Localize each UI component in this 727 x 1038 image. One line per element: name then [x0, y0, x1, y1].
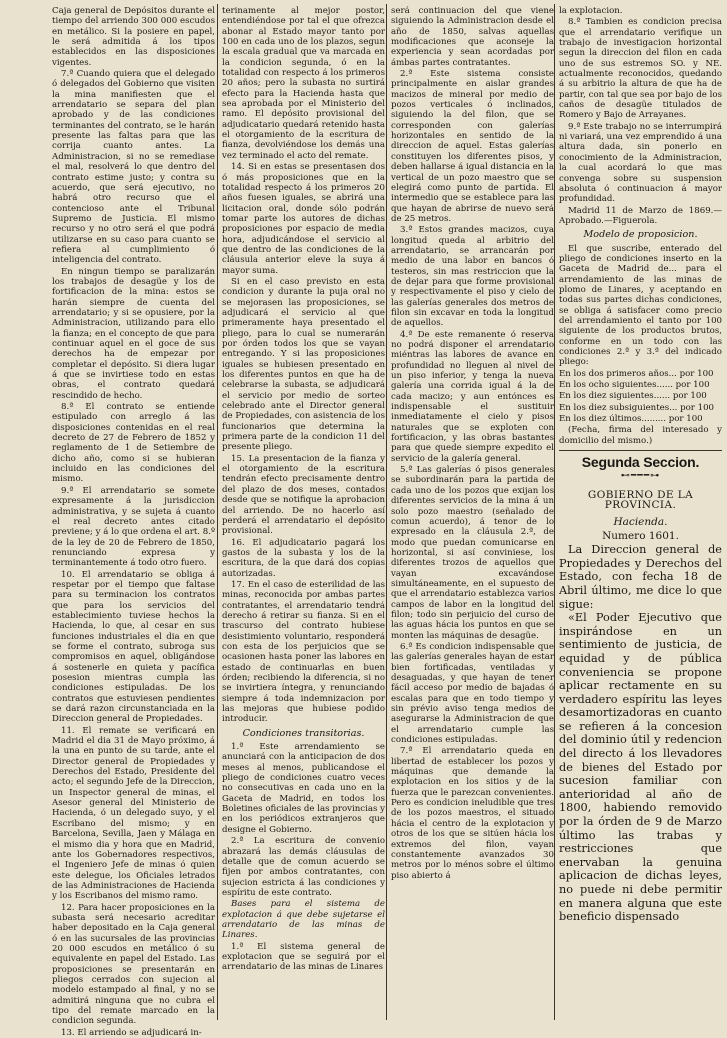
- list-item: En los diez siguientes...... por 100: [559, 391, 707, 402]
- paragraph: Madrid 11 de Marzo de 1869.— Aprobado.—Figuerola.: [559, 205, 722, 226]
- italic-heading: Bases para el sistema de explotacion á que debe sujetarse el arrendatario de las minas de Linares.: [222, 899, 385, 941]
- paragraph: 15. La presentacion de la fianza y el otorgamiento de la escritura tendrán efecto precisamente dentro del plazo de dos meses, contados desde que se notifique la aprobacion del arriendo. De no hacerlo así perderá el arrendatario el depósito provisional.: [222, 453, 385, 537]
- divider: [559, 450, 722, 451]
- ornament-divider: ⊷━━━⊶: [620, 471, 661, 482]
- paragraph: 8.ª El contrato se entiende estipulado con arreglo á las disposiciones contenidas en el real decreto de 27 de Febrero de 1852 y reglamento de 1 de Setiembre de dicho año, como si se hubieran incluido en las condiciones del mismo.: [52, 402, 215, 485]
- section-heading: Modelo de proposicion.: [583, 229, 698, 241]
- list-item: En los dos primeros años... por 100: [559, 368, 714, 379]
- paragraph: 2.ª La escritura de convenio abrazará las demás cláusulas de detalle que de comun acuerdo se fijen por ambos contratantes, con sujecion estricta á las condiciones y espíritu de este contrato.: [222, 836, 385, 898]
- paragraph: La Direccion general de Propiedades y Derechos del Estado, con fecha 18 de Abril último, me dice lo que sigue:: [559, 543, 722, 611]
- paragraph: El que suscribe, enterado del pliego de condiciones inserto en la Gaceta de Madrid de... para el arrendamiento de las minas de plomo de Linares, y aceptando en todas sus partes dichas condiciones, se obliga á satisfacer como precio del arrendamiento el tanto por 100 siguiente de los productos brutos, conforme en un todo con las condiciones 2.ª y 3.ª del indicado pliego:: [559, 243, 722, 368]
- paragraph: 7.ª El arrendatario queda en libertad de establecer los pozos y máquinas que demande la explotacion en los sitios y de la fuerza que le parezcan convenientes. Pero es condicion ineludible que tres de los pozos maestros, el situado hácia el centro de la explotacion y otros de los que se sitúen hácia los extremos del filon, vayan constantemente avanzados 30 metros por lo ménos sobre el último piso abierto á: [391, 746, 554, 881]
- paragraph: 7.ª Cuando quiera que el delegado ó delegados del Gobierno que visiten la mina manifiesten que el arrendatario se separa del plan aprobado y de las condiciones terminantes del contrato, se le harán presente las faltas para que las corrija cuanto antes. La Administracion, si no se remediase el mal, resolverá lo que dentro del contrato estime justo; y contra su acuerdo, que será ejecutivo, no habrá otro recurso que el contencioso ante el Tribunal Supremo de Justicia. El mismo recurso y no otro será el que podrá utilizarse en su caso para cuanto se refiera al cumplimiento ó inteligencia del contrato.: [52, 69, 215, 266]
- paragraph: 1.ª El sistema general de explotacion que se seguirá por el arrendatario de las minas de Linares: [222, 941, 385, 973]
- paragraph: terinamente al mejor postor, entendiéndose por tal el que ofrezca abonar al Estado mayor tanto por 100 en cada uno de los plazos, segun la escala gradual que va marcada en la condicion segunda, ó en la totalidad con respecto á los primeros 20 años; pero la subasta no surtirá efecto para la Hacienda hasta que sea aprobada por el Ministerio del ramo. El depósito provisional del adjudicatario quedará retenido hasta el otorgamiento de la escritura de fianza, devolviéndose los demás una vez terminado el acto del remate.: [222, 6, 385, 161]
- notice-body: [559, 543, 722, 924]
- paragraph: 11. El remate se verificará en Madrid el dia 31 de Mayo próximo, á la una en punto de su tarde, ante el Director general de Propiedades y Derechos del Estado, Presidente del acto; el segundo Jefe de la Direccion, un Inspector general de minas, el Asesor general del Ministerio de Hacienda, ó un delegado suyo, y el Escribano del mismo; y en Barcelona, Sevilla, Jaen y Málaga en el mismo dia y hora que en Madrid, ante los Gobernadores respectivos, el Ingeniero Jefe de minas ó quien este delegue, los Oficiales letrados de las Administraciones de Hacienda y los Escribanos del mismo ramo.: [52, 725, 215, 902]
- paragraph: 8.ª Tambien es condicion precisa que el arrendatario verifique un trabajo de investigacion horizontal segun la direccion del filon en cada uno de sus estremos SO. y NE. actualmente reconocidos, quedando á su arbitrio la altura de que ha de partir, con tal que sea por bajo de los caños de desagüe titulados de Romero y Bajo de Arrayanes.: [559, 17, 722, 121]
- subsection-title: GOBIERNO DE LA PROVINCIA.: [587, 488, 694, 512]
- notice-number: Numero 1601.: [602, 529, 679, 542]
- list-item: En los diez últimos......... por 100: [559, 414, 703, 425]
- list-item: En los ocho siguientes...... por 100: [559, 380, 710, 391]
- paragraph: será continuacion del que viene siguiendo la Administracion desde el año de 1850, salvas aquellas modificaciones que aconseje la experiencia y sean acordadas por ámbas partes contratantes.: [391, 6, 554, 68]
- column-rule: [554, 4, 555, 1020]
- paragraph: la explotacion.: [559, 6, 623, 16]
- paragraph: 12. Para hacer proposiciones en la subasta será necesario acreditar haber depositado en la Caja general ó en las sucursales de las provincias 20 000 escudos en metálico ó su equivalente en papel del Estado. Las proposiciones se presentarán en pliegos cerrados con sujecion al modelo estampado al final, y no se admitirá ninguna que no cubra el tipo del remate marcado en la condicion segunda.: [52, 902, 215, 1027]
- paragraph: 5.ª Las galerías ó pisos generales se subordinarán para la partida de cada uno de los pozos que exijan los diferentes servicios de la mina á un solo pozo maestro (señalado de comun acuerdo), á tenor de lo expresado en la cláusula 2.ª, de modo que puedan comunicarse en horizontal, si así conviniese, los diferentes trozos de aquellos que vayan excavándose simultáneamente, en el supuesto de que el arrendatario establezca varios campos de labor en la longitud del filon; todo sin perjuicio del curso de las aguas hácia los puntos en que se monten las máquinas de desagüe.: [391, 465, 554, 641]
- list-item: En los diez subsiguientes... por 100: [559, 402, 715, 413]
- column-rule: [217, 4, 218, 1020]
- paragraph: 3.ª Estos grandes macizos, cuya longitud queda al arbitrio del arrendatario, se arrancarán por medio de una labor en bancos ó testeros, sin mas restriccion que la de dejar para que forme provisional y respectivamente el piso y cielo de las galerías generales dos metros de filon sin excavar en toda la longitud de aquellos.: [391, 225, 554, 329]
- paragraph: «El Poder Ejecutivo que inspirándose en un sentimiento de justicia, de equidad y de pública conveniencia se propone aplicar rectamente en su verdadero espíritu las leyes desamortizadoras en cuanto se refieren á la concesion del dominio útil y redencion del directo á los llevadores de bienes del Estado por sucesion familiar con anterioridad al año de 1800, habiendo removido por la órden de 9 de Marzo último las trabas y restricciones que enervaban la genuina aplicacion de dichas leyes, no puede ni debe permitir en manera alguna que este beneficio dispensado: [559, 611, 722, 924]
- paragraph: 2.ª Este sistema consiste principalmente en aislar grandes macizos de mineral por medio de pozos verticales ó inclinados, siguiendo la del filon, que se corresponden con galerías horizontales en sentido de la direccion de aquel. Estas galerías constituyen los diferentes pisos, y deben hallarse á igual distancia en la vertical de un pozo maestro que se elegirá como punto de partida. El intermedio que se establece para las que hayan de abrirse de nuevo será de 25 metros.: [391, 69, 554, 224]
- column-rule: [386, 4, 387, 1020]
- column-2: [222, 6, 385, 1020]
- paragraph: 4.ª De este remanente ó reserva no podrá disponer el arrendatario miéntras las labores de avance en profundidad no lleguen al nivel de un piso inferior, y tenga la nueva galería una corrida igual á la de cada macizo; y aun entónces es indispensable el sustituir inmediatamente el cielo y pisos naturales que se exploten con fortificacion, y las obras bastantes para que quede siempre expedito el servicio de la galería general.: [391, 329, 554, 464]
- paragraph: 16. El adjudicatario pagará los gastos de la subasta y los de la escritura, de la que dará dos copias autorizadas.: [222, 537, 385, 579]
- paragraph: Caja general de Depósitos durante el tiempo del arriendo 300 000 escudos en metálico. Si la posiere en papel, le será admitida á los tipos establecidos en las disposiciones vigentes.: [52, 6, 215, 68]
- paragraph: En ningun tiempo se paralizarán los trabajos de desagüe y los de fortificacion de la mina: estos se harán siempre de cuenta del arrendatario; y si se opusiere, por la Administracion, utilizando para ello la fianza; en el concepto de que para continuar aquel en el goce de sus derechos ha de empezar por completar el depósito. Si diera lugar á que se invirtiese todo en estas obras, el contrato quedará rescindido de hecho.: [52, 266, 215, 401]
- section-title: Segunda Seccion.: [581, 454, 700, 471]
- paragraph: 9.ª Este trabajo no se interrumpirá ni variará, una vez emprendido á una altura dada, sin ponerlo en conocimiento de la Administracion, la cual acordará lo que mas convenga sobre su suspension absoluta ó continuacion á mayor profundidad.: [559, 121, 722, 205]
- column-4: [559, 6, 722, 1020]
- paragraph: Si en el caso previsto en esta condicion y durante la puja oral no se mejorasen las proposiciones, se adjudicará el servicio al que primeramente haya presentado el pliego, para lo cual se numerarán por órden todos los que se vayan entregando. Y si las proposiciones iguales se hubiesen presentado en los diferentes puntos en que ha de celebrarse la subasta, se adjudicará el servicio por medio de sorteo celebrado ante el Director general de Propiedades, con asistencia de los funcionarios que determina la primera parte de la condicion 11 del presente pliego.: [222, 276, 385, 453]
- paragraph: 13. El arriendo se adjudicará in-: [61, 1027, 202, 1038]
- paragraph: 1.ª Este arrendamiento se anunciará con la anticipacion de dos meses al menos, publicandose el pliego de condiciones cuatro veces no consecutivas en cada uno en la Gaceta de Madrid, en todos los Boletines oficiales de las provincias y en los periódicos extranjeros que designe el Gobierno.: [222, 742, 385, 835]
- column-1: [52, 6, 215, 1038]
- paragraph: 9.ª El arrendatario se somete expresamente á la jurisdiccion administrativa, y se sujeta á cuanto el real decreto antes citado previene; y á lo que ordena el art. 8.º de la ley de 20 de Febrero de 1850, renunciando expresa y terminantemente á todo otro fuero.: [52, 485, 215, 569]
- paragraph: 14. Si en estas se presentasen dos ó más proposiciones que en la totalidad respecto á los primeros 20 años fuesen iguales, se abrirá una licitacion oral, donde sólo podrán tomar parte los autores de dichas proposiciones por espacio de media hora, adjudicándose el servicio al que dentro de las condiciones de la cláusula anterior eleve la suya á mayor suma.: [222, 162, 385, 276]
- subsection-heading: Hacienda.: [613, 516, 668, 529]
- paragraph: 6.ª Es condicion indispensable que las galerías generales hayan de estar bien fortificadas, ventiladas y desaguadas, y que hayan de tener fácil acceso por medio de bajadas ó escalas para que en todo tiempo y sin prévio aviso tenga medios de asegurarse la Administracion de que el arrendatario cumple las condiciones estipuladas.: [391, 641, 554, 746]
- column-3: [391, 6, 554, 1020]
- paragraph: 10. El arrendatario se obliga á respetar por el tiempo que faltase para su terminacion los contratos que para los servicios del establecimiento tuviese hechos la Hacienda, lo que, al cesar en sus funciones industriales el dia en que se forme el contrato, subroga sus compromisos en aquel, obligándose á sostenerle en quieta y pacífica posesion mientras cumpla las condiciones estipuladas. De los contratos que estuviesen pendientes se dará razon circunstanciada en la Direccion general de Propiedades.: [52, 569, 215, 725]
- paragraph: (Fecha, firma del interesado y domicilio del mismo.): [559, 425, 722, 446]
- section-heading: Condiciones transitorias.: [242, 727, 365, 739]
- paragraph: 17. En el caso de esterilidad de las minas, reconocida por ambas partes contratantes, el arrendatario tendrá derecho á retirar su fianza. Si en el trascurso del contrato hubiese desistimiento voluntario, responderá con esta de los perjuicios que se ocasionen hasta poner las labores en estado de continuarlas en buen órden; recibiendo la diferencia, si no se invirtiera íntegra, y renunciando siempre á toda indemnizacion por las mejoras que hubiese podido introducir.: [222, 579, 385, 725]
